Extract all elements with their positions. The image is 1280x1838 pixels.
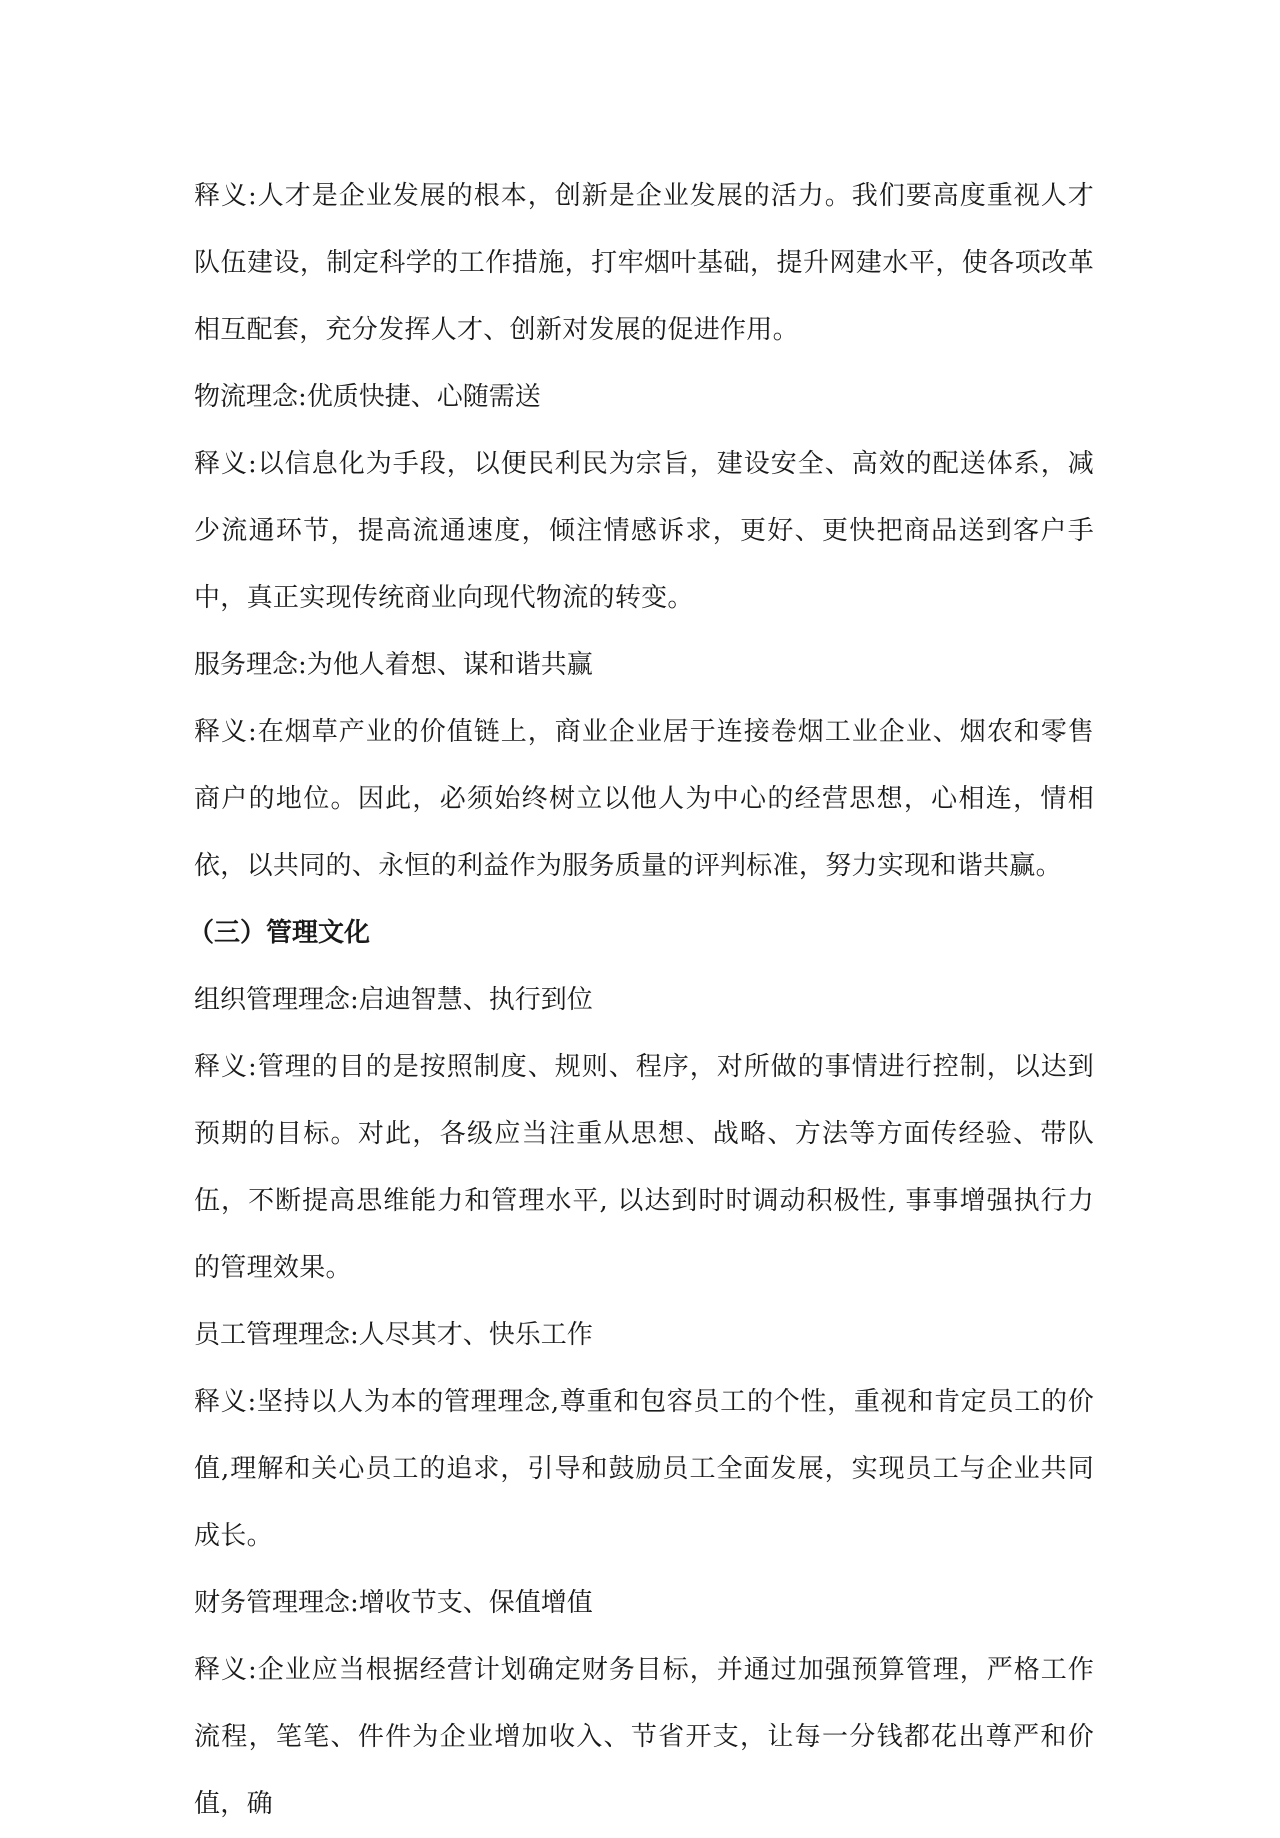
staff-management-explanation: 释义:坚持以人为本的管理理念,尊重和包容员工的个性，重视和肯定员工的价值,理解和关心员工的追求，引导和鼓励员工全面发展，实现员工与企业共同成长。 <box>194 1387 1094 1551</box>
talent-innovation-explanation: 释义:人才是企业发展的根本，创新是企业发展的活力。我们要高度重视人才队伍建设，制定科学的工作措施，打牢烟叶基础，提升网建水平，使各项改革相互配套，充分发挥人才、创新对发展的促进作用。 <box>194 181 1094 345</box>
financial-management-explanation: 释义:企业应当根据经营计划确定财务目标，并通过加强预算管理，严格工作流程，笔笔、件件为企业增加收入、节省开支，让每一分钱都花出尊严和价值，确 <box>194 1655 1094 1819</box>
logistics-concept-heading: 物流理念:优质快捷、心随需送 <box>194 382 541 412</box>
service-concept-explanation: 释义:在烟草产业的价值链上，商业企业居于连接卷烟工业企业、烟农和零售商户的地位。因此，必须始终树立以他人为中心的经营思想，心相连，情相依，以共同的、永恒的利益作为服务质量的评判标准，努力实现和谐共赢。 <box>194 717 1094 881</box>
logistics-concept-explanation: 释义:以信息化为手段，以便民利民为宗旨，建设安全、高效的配送体系，减少流通环节，提高流通速度，倾注情感诉求，更好、更快把商品送到客户手中，真正实现传统商业向现代物流的转变。 <box>194 449 1094 613</box>
management-culture-section-title: （三）管理文化 <box>188 918 371 948</box>
organization-management-explanation: 释义:管理的目的是按照制度、规则、程序，对所做的事情进行控制，以达到预期的目标。对此，各级应当注重从思想、战略、方法等方面传经验、带队伍，不断提高思维能力和管理水平, 以达到时时调动积极性, 事事增强执行力的管理效果。 <box>194 1052 1094 1283</box>
document-body <box>188 163 1094 1838</box>
organization-management-heading: 组织管理理念:启迪智慧、执行到位 <box>194 985 593 1015</box>
staff-management-heading: 员工管理理念:人尽其才、快乐工作 <box>194 1320 593 1350</box>
financial-management-heading: 财务管理理念:增收节支、保值增值 <box>194 1588 593 1618</box>
service-concept-heading: 服务理念:为他人着想、谋和谐共赢 <box>194 650 593 680</box>
